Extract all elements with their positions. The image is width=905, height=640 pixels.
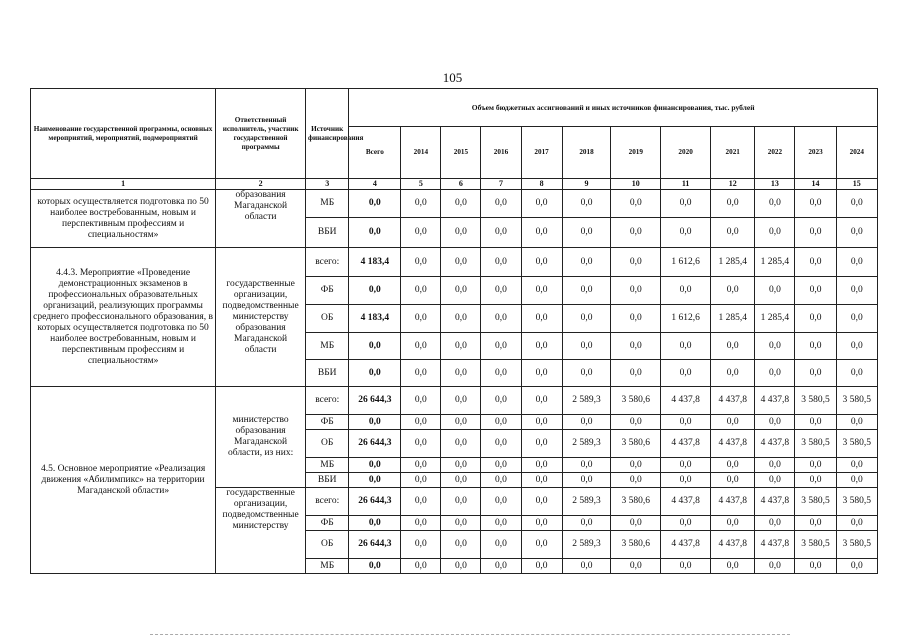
year-value-cell: 4 437,8: [755, 430, 795, 458]
year-value-cell: 0,0: [611, 277, 661, 305]
year-value-cell: 4 437,8: [661, 531, 711, 559]
year-value-cell: 0,0: [401, 531, 441, 559]
year-value-cell: 0,0: [611, 415, 661, 430]
column-number-cell: 14: [795, 179, 836, 190]
year-value-cell: 0,0: [661, 516, 711, 531]
year-value-cell: 0,0: [441, 516, 481, 531]
year-value-cell: 0,0: [795, 415, 836, 430]
year-value-cell: 0,0: [611, 559, 661, 574]
column-number-cell: 15: [836, 179, 877, 190]
funding-source-cell: всего:: [306, 488, 349, 516]
year-value-cell: 4 437,8: [661, 488, 711, 516]
year-value-cell: 0,0: [441, 473, 481, 488]
header-year-cell: 2017: [521, 127, 562, 179]
year-value-cell: 0,0: [711, 415, 755, 430]
year-value-cell: 0,0: [441, 458, 481, 473]
year-value-cell: 0,0: [661, 458, 711, 473]
header-year-cell: 2024: [836, 127, 877, 179]
year-value-cell: 0,0: [755, 559, 795, 574]
year-value-cell: 0,0: [661, 218, 711, 248]
year-value-cell: 0,0: [481, 473, 521, 488]
year-value-cell: 4 437,8: [661, 430, 711, 458]
year-value-cell: 0,0: [562, 333, 611, 360]
header-year-cell: 2023: [795, 127, 836, 179]
year-value-cell: 0,0: [795, 277, 836, 305]
year-value-cell: 3 580,6: [611, 387, 661, 415]
year-value-cell: 0,0: [401, 559, 441, 574]
year-value-cell: 2 589,3: [562, 531, 611, 559]
year-value-cell: 0,0: [711, 458, 755, 473]
total-value-cell: 26 644,3: [349, 430, 401, 458]
program-description-cell: 4.4.3. Мероприятие «Проведение демонстрационных экзаменов в профессиональных образовательных организаций, реализующих программы среднего профессионального образования, в которых осуществляется подготовка по 50 наиболее востребованным, новым и перспективным профессиям и специальностям»: [31, 248, 216, 387]
year-value-cell: 0,0: [521, 333, 562, 360]
year-value-cell: 0,0: [711, 218, 755, 248]
year-value-cell: 0,0: [611, 516, 661, 531]
year-value-cell: 0,0: [836, 559, 877, 574]
total-value-cell: 0,0: [349, 458, 401, 473]
year-value-cell: 0,0: [795, 248, 836, 277]
header-year-cell: 2018: [562, 127, 611, 179]
year-value-cell: 0,0: [755, 458, 795, 473]
year-value-cell: 0,0: [611, 218, 661, 248]
year-value-cell: 0,0: [441, 531, 481, 559]
year-value-cell: 0,0: [795, 559, 836, 574]
program-description-cell: которых осуществляется подготовка по 50 наиболее востребованным, новым и перспективным профессиям и специальностям»: [31, 190, 216, 248]
year-value-cell: 0,0: [441, 360, 481, 387]
total-value-cell: 4 183,4: [349, 248, 401, 277]
table-row: [31, 190, 878, 218]
funding-source-cell: ВБИ: [306, 218, 349, 248]
year-value-cell: 0,0: [711, 516, 755, 531]
year-value-cell: 1 285,4: [755, 248, 795, 277]
year-value-cell: 0,0: [562, 218, 611, 248]
total-value-cell: 0,0: [349, 415, 401, 430]
year-value-cell: 0,0: [401, 387, 441, 415]
funding-source-cell: ФБ: [306, 516, 349, 531]
year-value-cell: 0,0: [441, 277, 481, 305]
column-number-cell: 8: [521, 179, 562, 190]
year-value-cell: 0,0: [711, 333, 755, 360]
funding-source-cell: ОБ: [306, 305, 349, 333]
year-value-cell: 0,0: [401, 190, 441, 218]
year-value-cell: 0,0: [401, 488, 441, 516]
year-value-cell: 0,0: [836, 277, 877, 305]
column-number-cell: 6: [441, 179, 481, 190]
year-value-cell: 3 580,5: [795, 430, 836, 458]
year-value-cell: 0,0: [611, 360, 661, 387]
year-value-cell: 0,0: [661, 559, 711, 574]
program-description-cell: 4.5. Основное мероприятие «Реализация движения «Абилимпикс» на территории Магаданской области»: [31, 387, 216, 574]
year-value-cell: 0,0: [521, 488, 562, 516]
year-value-cell: 0,0: [481, 488, 521, 516]
year-value-cell: 0,0: [521, 473, 562, 488]
year-value-cell: 1 612,6: [661, 305, 711, 333]
year-value-cell: 4 437,8: [711, 531, 755, 559]
year-value-cell: 3 580,5: [836, 387, 877, 415]
year-value-cell: 0,0: [441, 190, 481, 218]
year-value-cell: 0,0: [755, 415, 795, 430]
total-value-cell: 0,0: [349, 516, 401, 531]
executor-cell: образования Магаданской области: [216, 190, 306, 248]
header-year-cell: 2020: [661, 127, 711, 179]
column-number-cell: 10: [611, 179, 661, 190]
total-value-cell: 0,0: [349, 277, 401, 305]
total-value-cell: 0,0: [349, 218, 401, 248]
year-value-cell: 0,0: [401, 277, 441, 305]
year-value-cell: 0,0: [521, 190, 562, 218]
year-value-cell: 0,0: [755, 333, 795, 360]
year-value-cell: 0,0: [611, 190, 661, 218]
year-value-cell: 4 437,8: [711, 430, 755, 458]
page-bottom-divider: [150, 634, 790, 635]
year-value-cell: 0,0: [611, 458, 661, 473]
year-value-cell: 0,0: [521, 559, 562, 574]
year-value-cell: 0,0: [441, 559, 481, 574]
header-program-name: Наименование государственной программы, основных мероприятий, мероприятий, подмероприятий: [31, 89, 216, 179]
column-number-cell: 4: [349, 179, 401, 190]
year-value-cell: 0,0: [481, 218, 521, 248]
year-value-cell: 0,0: [836, 458, 877, 473]
year-value-cell: 0,0: [562, 360, 611, 387]
year-value-cell: 1 612,6: [661, 248, 711, 277]
year-value-cell: 0,0: [481, 516, 521, 531]
year-value-cell: 0,0: [836, 333, 877, 360]
total-value-cell: 4 183,4: [349, 305, 401, 333]
year-value-cell: 0,0: [795, 360, 836, 387]
total-value-cell: 0,0: [349, 559, 401, 574]
year-value-cell: 0,0: [481, 305, 521, 333]
year-value-cell: 1 285,4: [711, 305, 755, 333]
year-value-cell: 2 589,3: [562, 488, 611, 516]
year-value-cell: 4 437,8: [711, 488, 755, 516]
year-value-cell: 0,0: [661, 333, 711, 360]
year-value-cell: 4 437,8: [755, 488, 795, 516]
year-value-cell: 0,0: [795, 333, 836, 360]
year-value-cell: 0,0: [521, 458, 562, 473]
year-value-cell: 0,0: [401, 360, 441, 387]
total-value-cell: 0,0: [349, 360, 401, 387]
column-number-cell: 11: [661, 179, 711, 190]
year-value-cell: 0,0: [755, 218, 795, 248]
year-value-cell: 0,0: [521, 305, 562, 333]
total-value-cell: 26 644,3: [349, 488, 401, 516]
year-value-cell: 0,0: [755, 190, 795, 218]
year-value-cell: 1 285,4: [755, 305, 795, 333]
year-value-cell: 2 589,3: [562, 430, 611, 458]
executor-cell: министерство образования Магаданской области, из них:: [216, 387, 306, 488]
year-value-cell: 0,0: [755, 473, 795, 488]
year-value-cell: 0,0: [562, 190, 611, 218]
year-value-cell: 0,0: [795, 473, 836, 488]
funding-source-cell: ВБИ: [306, 473, 349, 488]
year-value-cell: 3 580,6: [611, 430, 661, 458]
funding-source-cell: ФБ: [306, 415, 349, 430]
year-value-cell: 0,0: [562, 559, 611, 574]
year-value-cell: 0,0: [795, 305, 836, 333]
header-year-cell: 2014: [401, 127, 441, 179]
year-value-cell: 0,0: [836, 305, 877, 333]
column-number-cell: 1: [31, 179, 216, 190]
year-value-cell: 0,0: [711, 360, 755, 387]
executor-cell: государственные организации, подведомственные министерству: [216, 488, 306, 574]
year-value-cell: 0,0: [481, 190, 521, 218]
year-value-cell: 0,0: [661, 190, 711, 218]
year-value-cell: 0,0: [441, 387, 481, 415]
year-value-cell: 0,0: [562, 473, 611, 488]
year-value-cell: 3 580,5: [836, 531, 877, 559]
table-row: [31, 248, 878, 277]
funding-source-cell: МБ: [306, 190, 349, 218]
year-value-cell: 0,0: [481, 415, 521, 430]
year-value-cell: 0,0: [661, 360, 711, 387]
column-number-cell: 5: [401, 179, 441, 190]
year-value-cell: 0,0: [836, 473, 877, 488]
year-value-cell: 0,0: [611, 333, 661, 360]
year-value-cell: 0,0: [521, 360, 562, 387]
total-value-cell: 0,0: [349, 190, 401, 218]
year-value-cell: 0,0: [481, 277, 521, 305]
header-year-cell: 2022: [755, 127, 795, 179]
year-value-cell: 0,0: [661, 415, 711, 430]
year-value-cell: 0,0: [481, 531, 521, 559]
column-number-cell: 13: [755, 179, 795, 190]
year-value-cell: 0,0: [711, 190, 755, 218]
year-value-cell: 0,0: [562, 277, 611, 305]
header-year-cell: Всего: [349, 127, 401, 179]
year-value-cell: 0,0: [836, 360, 877, 387]
column-number-cell: 7: [481, 179, 521, 190]
year-value-cell: 0,0: [521, 531, 562, 559]
year-value-cell: 0,0: [401, 458, 441, 473]
header-funding-title: Объем бюджетных ассигнований и иных источников финансирования, тыс. рублей: [349, 89, 878, 127]
year-value-cell: 0,0: [481, 360, 521, 387]
year-value-cell: 0,0: [401, 473, 441, 488]
year-value-cell: 0,0: [611, 305, 661, 333]
header-year-cell: 2021: [711, 127, 755, 179]
year-value-cell: 0,0: [755, 360, 795, 387]
year-value-cell: 4 437,8: [661, 387, 711, 415]
column-number-row: [31, 179, 878, 190]
year-value-cell: 0,0: [401, 305, 441, 333]
year-value-cell: 4 437,8: [755, 531, 795, 559]
year-value-cell: 3 580,5: [795, 531, 836, 559]
year-value-cell: 0,0: [836, 248, 877, 277]
year-value-cell: 0,0: [481, 458, 521, 473]
year-value-cell: 0,0: [755, 277, 795, 305]
year-value-cell: 0,0: [711, 473, 755, 488]
year-value-cell: 0,0: [755, 516, 795, 531]
year-value-cell: 0,0: [521, 277, 562, 305]
year-value-cell: 0,0: [836, 190, 877, 218]
executor-cell: государственные организации, подведомственные министерству образования Магаданской области: [216, 248, 306, 387]
year-value-cell: 0,0: [562, 458, 611, 473]
funding-source-cell: ФБ: [306, 277, 349, 305]
total-value-cell: 0,0: [349, 473, 401, 488]
year-value-cell: 0,0: [401, 333, 441, 360]
funding-source-cell: МБ: [306, 458, 349, 473]
year-value-cell: 3 580,5: [795, 488, 836, 516]
year-value-cell: 0,0: [661, 473, 711, 488]
total-value-cell: 0,0: [349, 333, 401, 360]
year-value-cell: 0,0: [481, 387, 521, 415]
page-number: 105: [442, 70, 463, 85]
year-value-cell: 0,0: [795, 218, 836, 248]
year-value-cell: 0,0: [441, 248, 481, 277]
year-value-cell: 3 580,6: [611, 531, 661, 559]
year-value-cell: 0,0: [836, 218, 877, 248]
year-value-cell: 0,0: [401, 248, 441, 277]
funding-source-cell: МБ: [306, 333, 349, 360]
total-value-cell: 26 644,3: [349, 387, 401, 415]
year-value-cell: 0,0: [562, 516, 611, 531]
year-value-cell: 3 580,5: [795, 387, 836, 415]
year-value-cell: 3 580,5: [836, 430, 877, 458]
year-value-cell: 0,0: [401, 218, 441, 248]
year-value-cell: 3 580,5: [836, 488, 877, 516]
year-value-cell: 0,0: [611, 248, 661, 277]
funding-source-cell: всего:: [306, 387, 349, 415]
year-value-cell: 1 285,4: [711, 248, 755, 277]
year-value-cell: 0,0: [441, 218, 481, 248]
header-year-cell: 2015: [441, 127, 481, 179]
year-value-cell: 0,0: [401, 516, 441, 531]
year-value-cell: 0,0: [481, 248, 521, 277]
year-value-cell: 0,0: [401, 415, 441, 430]
year-value-cell: 0,0: [795, 458, 836, 473]
year-value-cell: 0,0: [481, 559, 521, 574]
funding-source-cell: всего:: [306, 248, 349, 277]
year-value-cell: 0,0: [562, 248, 611, 277]
year-value-cell: 4 437,8: [711, 387, 755, 415]
year-value-cell: 0,0: [711, 277, 755, 305]
header-funding-source: Источник финансирования: [306, 89, 349, 179]
year-value-cell: 0,0: [711, 559, 755, 574]
year-value-cell: 0,0: [441, 415, 481, 430]
table-row: [31, 387, 878, 415]
year-value-cell: 0,0: [481, 333, 521, 360]
header-year-cell: 2016: [481, 127, 521, 179]
year-value-cell: 0,0: [562, 415, 611, 430]
year-value-cell: 0,0: [836, 516, 877, 531]
year-value-cell: 0,0: [795, 516, 836, 531]
year-value-cell: 0,0: [795, 190, 836, 218]
header-year-cell: 2019: [611, 127, 661, 179]
year-value-cell: 0,0: [441, 488, 481, 516]
funding-source-cell: ОБ: [306, 531, 349, 559]
year-value-cell: 0,0: [521, 218, 562, 248]
funding-source-cell: ОБ: [306, 430, 349, 458]
column-number-cell: 2: [216, 179, 306, 190]
year-value-cell: 0,0: [521, 415, 562, 430]
year-value-cell: 0,0: [441, 333, 481, 360]
column-number-cell: 9: [562, 179, 611, 190]
funding-source-cell: МБ: [306, 559, 349, 574]
column-number-cell: 12: [711, 179, 755, 190]
column-number-cell: 3: [306, 179, 349, 190]
total-value-cell: 26 644,3: [349, 531, 401, 559]
year-value-cell: 0,0: [521, 430, 562, 458]
year-value-cell: 2 589,3: [562, 387, 611, 415]
year-value-cell: 3 580,6: [611, 488, 661, 516]
year-value-cell: 0,0: [441, 305, 481, 333]
year-value-cell: 0,0: [661, 277, 711, 305]
year-value-cell: 0,0: [401, 430, 441, 458]
year-value-cell: 0,0: [836, 415, 877, 430]
year-value-cell: 0,0: [611, 473, 661, 488]
year-value-cell: 0,0: [481, 430, 521, 458]
header-executor: Ответственный исполнитель, участник государственной программы: [216, 89, 306, 179]
year-value-cell: 0,0: [521, 387, 562, 415]
year-value-cell: 0,0: [441, 430, 481, 458]
funding-source-cell: ВБИ: [306, 360, 349, 387]
year-value-cell: 0,0: [521, 516, 562, 531]
year-value-cell: 4 437,8: [755, 387, 795, 415]
budget-table: [30, 88, 878, 574]
year-value-cell: 0,0: [562, 305, 611, 333]
year-value-cell: 0,0: [521, 248, 562, 277]
